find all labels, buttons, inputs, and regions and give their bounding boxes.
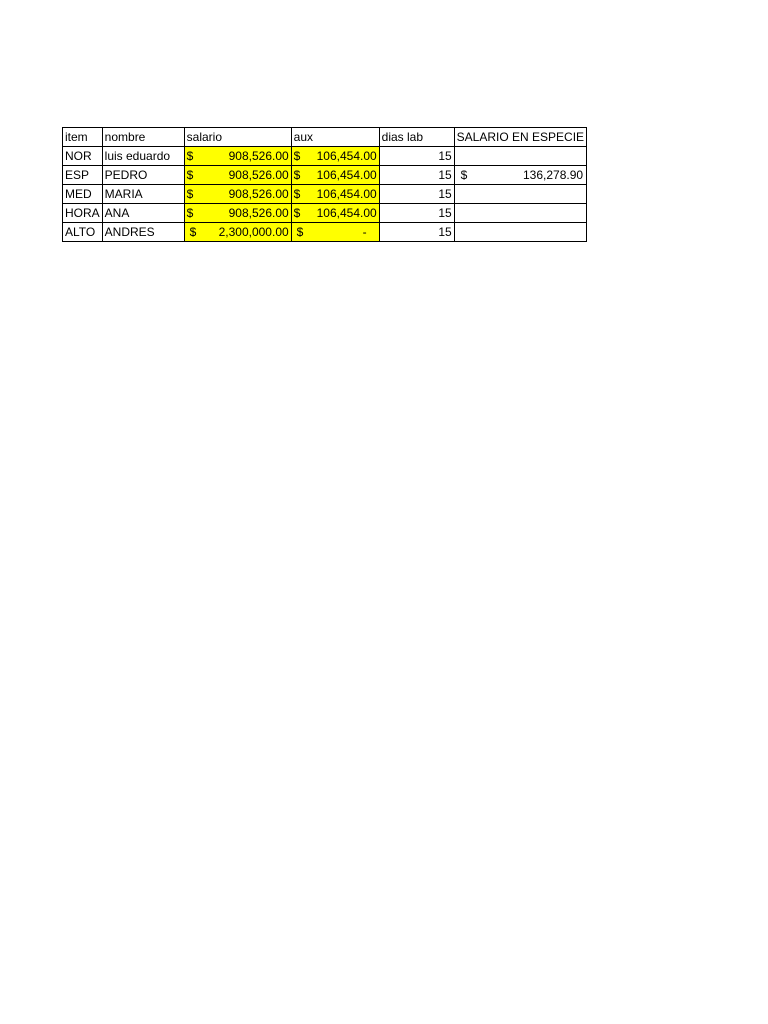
spreadsheet <box>62 127 587 242</box>
header-aux[interactable]: aux <box>291 128 379 147</box>
header-nombre[interactable]: nombre <box>102 128 184 147</box>
header-dias-lab[interactable]: dias lab <box>379 128 454 147</box>
cell-nombre[interactable]: PEDRO <box>102 166 184 185</box>
cell-aux[interactable] <box>291 223 379 242</box>
cell-salario[interactable] <box>184 185 291 204</box>
aux-value: 106,454.00 <box>316 187 377 201</box>
cell-nombre[interactable]: luis eduardo <box>102 147 184 166</box>
cell-nombre[interactable]: MARIA <box>102 185 184 204</box>
cell-item[interactable]: NOR <box>63 147 103 166</box>
cell-nombre[interactable]: ANA <box>102 204 184 223</box>
cell-item[interactable]: MED <box>63 185 103 204</box>
cell-salario[interactable] <box>184 204 291 223</box>
aux-value: 106,454.00 <box>316 149 377 163</box>
currency-symbol: $ <box>293 206 301 220</box>
cell-dias-lab[interactable]: 15 <box>379 166 454 185</box>
salario-value: 908,526.00 <box>228 187 289 201</box>
header-salario[interactable]: salario <box>184 128 291 147</box>
cell-salario-en-especie[interactable] <box>454 147 586 166</box>
payroll-table <box>62 127 587 242</box>
currency-symbol: $ <box>293 149 301 163</box>
aux-value: - <box>362 225 367 239</box>
currency-symbol: $ <box>460 168 468 182</box>
currency-symbol: $ <box>186 187 194 201</box>
cell-salario[interactable] <box>184 147 291 166</box>
cell-item[interactable]: ESP <box>63 166 103 185</box>
aux-value: 106,454.00 <box>316 206 377 220</box>
aux-value: 106,454.00 <box>316 168 377 182</box>
cell-salario[interactable] <box>184 223 291 242</box>
currency-symbol: $ <box>296 225 304 239</box>
cell-salario-en-especie[interactable] <box>454 223 586 242</box>
currency-symbol: $ <box>189 225 197 239</box>
cell-nombre[interactable]: ANDRES <box>102 223 184 242</box>
cell-aux[interactable] <box>291 147 379 166</box>
salario-value: 2,300,000.00 <box>218 225 289 239</box>
currency-symbol: $ <box>293 168 301 182</box>
currency-symbol: $ <box>186 149 194 163</box>
salario-value: 908,526.00 <box>228 168 289 182</box>
table-row <box>63 166 587 185</box>
cell-dias-lab[interactable]: 15 <box>379 223 454 242</box>
cell-dias-lab[interactable]: 15 <box>379 204 454 223</box>
cell-salario-en-especie[interactable] <box>454 166 586 185</box>
table-row <box>63 185 587 204</box>
cell-salario[interactable] <box>184 166 291 185</box>
table-row <box>63 223 587 242</box>
especie-value: 136,278.90 <box>523 168 584 182</box>
cell-salario-en-especie[interactable] <box>454 185 586 204</box>
header-item[interactable]: item <box>63 128 103 147</box>
cell-item[interactable]: HORA <box>63 204 103 223</box>
header-salario-en-especie[interactable]: SALARIO EN ESPECIE <box>454 128 586 147</box>
salario-value: 908,526.00 <box>228 149 289 163</box>
cell-aux[interactable] <box>291 204 379 223</box>
table-row <box>63 147 587 166</box>
header-row <box>63 128 587 147</box>
cell-dias-lab[interactable]: 15 <box>379 147 454 166</box>
currency-symbol: $ <box>186 168 194 182</box>
table-row <box>63 204 587 223</box>
cell-item[interactable]: ALTO <box>63 223 103 242</box>
currency-symbol: $ <box>186 206 194 220</box>
cell-aux[interactable] <box>291 185 379 204</box>
cell-aux[interactable] <box>291 166 379 185</box>
salario-value: 908,526.00 <box>228 206 289 220</box>
currency-symbol: $ <box>293 187 301 201</box>
cell-salario-en-especie[interactable] <box>454 204 586 223</box>
cell-dias-lab[interactable]: 15 <box>379 185 454 204</box>
